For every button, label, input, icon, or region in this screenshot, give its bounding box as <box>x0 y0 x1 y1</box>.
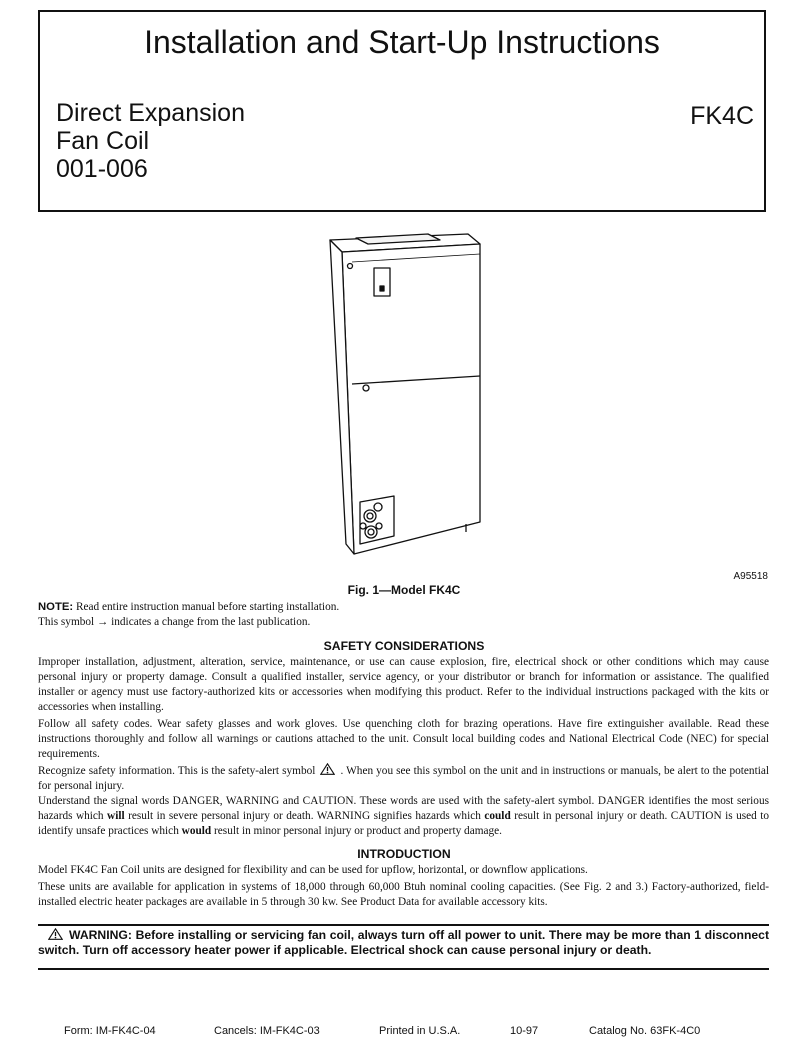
note-label: NOTE: <box>38 601 74 613</box>
safety-alert-icon <box>320 763 335 775</box>
safety-p4-part-c: result in personal injury or death. CAUTION is used to identify unsafe practices which <box>38 810 770 837</box>
safety-p4-part-d: result in minor personal injury or product and property damage. <box>214 825 503 837</box>
document-title: Installation and Start-Up Instructions <box>144 24 660 60</box>
warning-text: WARNING: Before installing or servicing fan coil, always turn off all power to unit. There may be more than 1 disconnect switch. Turn off accessory heater power if applicable. Electrical shock can cause personal injury or death. <box>38 928 769 957</box>
safety-paragraph-1: Improper installation, adjustment, alteration, service, maintenance, or use can cause explosion, fire, electrical shock or other conditions which may cause personal injury or property damage. Consult a qualified installer, service agency, or your distributor or branch for information or assistance. The qualified installer or agency must use factory-authorized kits or accessories when modifying this product. Refer to the individual instructions packaged with the kits or accessories when installing. <box>38 656 769 713</box>
safety-paragraph-2: Follow all safety codes. Wear safety glasses and work gloves. Use quenching cloth for brazing operations. Have fire extinguisher available. Read these instructions thoroughly and follow all warnings or cautions attached to the unit. Consult local building codes and National Electrical Code (NEC) for special requirements. <box>38 718 769 760</box>
bold-would: would <box>181 825 212 837</box>
footer-cancels: Cancels: IM-FK4C-03 <box>214 1025 320 1037</box>
subtitle-line-3: 001-006 <box>56 155 148 183</box>
footer-form: Form: IM-FK4C-04 <box>64 1025 156 1037</box>
note-text: Read entire instruction manual before starting installation. <box>75 601 340 613</box>
footer-date: 10-97 <box>510 1025 539 1037</box>
footer-printed: Printed in U.S.A. <box>379 1025 461 1037</box>
title-box <box>38 10 766 212</box>
change-symbol-line: This symbol → indicates a change from the last publication. <box>38 616 311 628</box>
note-line <box>38 600 769 615</box>
bold-will: will <box>107 810 125 822</box>
safety-p4-part-b: result in severe personal injury or death. WARNING signifies hazards which <box>128 810 481 822</box>
subtitle-line-1: Direct Expansion <box>56 99 245 127</box>
intro-paragraph-1: Model FK4C Fan Coil units are designed for flexibility and can be used for upflow, horizontal, or downflow applications. <box>38 864 588 876</box>
safety-p3-before: Recognize safety information. This is the safety-alert symbol <box>38 765 316 777</box>
warning-alert-icon <box>48 928 63 940</box>
intro-paragraph-2: These units are available for application in systems of 18,000 through 60,000 Btuh nominal cooling capacities. (See Fig. 2 and 3.) Factory-authorized, field-installed electric heater packages are available in 5 through 30 kw. See Product Data for available accessory kits. <box>38 881 769 908</box>
warning-bottom-rule <box>38 968 769 970</box>
introduction-heading: INTRODUCTION <box>357 847 451 861</box>
safety-paragraph-3 <box>38 763 769 794</box>
safety-paragraph-4 <box>38 794 769 839</box>
warning-box <box>38 928 769 958</box>
safety-p4-part-a: Understand the signal words DANGER, WARNING and CAUTION. These words are used with the safety-alert symbol. DANGER identifies the most serious hazards which <box>38 795 769 822</box>
figure-code: A95518 <box>733 571 768 582</box>
fan-coil-illustration <box>316 226 498 566</box>
model-code: FK4C <box>690 102 754 130</box>
footer-catalog: Catalog No. 63FK-4C0 <box>589 1025 701 1037</box>
subtitle-line-2: Fan Coil <box>56 127 150 155</box>
safety-p3-after: . When you see this symbol on the unit and in instructions or manuals, be alert to the potential for personal injury. <box>38 765 769 792</box>
warning-top-rule <box>38 924 769 926</box>
safety-heading: SAFETY CONSIDERATIONS <box>323 639 485 653</box>
figure-caption: Fig. 1—Model FK4C <box>347 583 461 597</box>
bold-could: could <box>484 810 511 822</box>
